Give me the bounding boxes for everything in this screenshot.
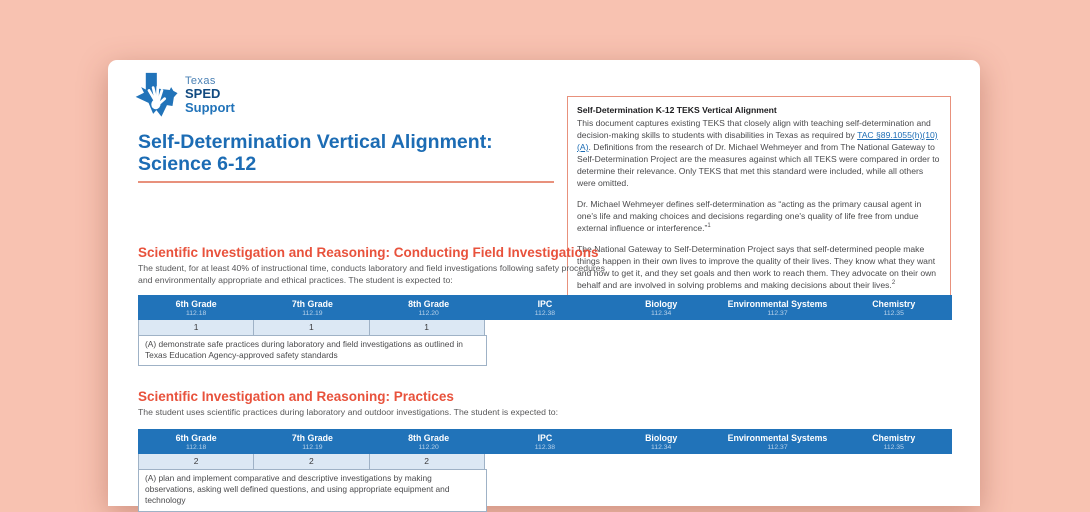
standard-number-cell: 1 <box>253 320 369 336</box>
texas-sped-support-logo <box>132 72 235 118</box>
info-p2-text: Dr. Michael Wehmeyer defines self-determination as “acting as the primary causal agent in one's life and making choices and decisions regarding one's quality of life free from undue external influence or interference.” <box>577 199 921 233</box>
title-divider <box>138 181 554 183</box>
column-header-7th-grade: 7th Grade 112.19 <box>254 429 370 454</box>
info-box-heading: Self-Determination K-12 TEKS Vertical Alignment <box>577 104 941 116</box>
standard-number-row <box>138 454 488 470</box>
table-header-row <box>138 429 952 454</box>
teks-alignment-info-box <box>567 96 951 300</box>
info-box-paragraph-1 <box>577 117 941 189</box>
info-p1-text-before-link: This document captures existing TEKS that closely align with teaching self-determination and decision-making skills to students with disabilities in Texas as required by <box>577 118 931 140</box>
logo-wordmark <box>185 76 235 114</box>
info-box-paragraph-2 <box>577 198 941 234</box>
logo-support-label: Support <box>185 101 235 114</box>
column-header-6th-grade: 6th Grade 112.18 <box>138 429 254 454</box>
footnote-1-marker: 1 <box>707 223 710 229</box>
column-header-ipc: IPC 112.38 <box>487 429 603 454</box>
column-header-biology: Biology 112.34 <box>603 429 719 454</box>
page-title-line2: Science 6-12 <box>138 153 493 175</box>
column-header-8th-grade: 8th Grade 112.20 <box>371 295 487 320</box>
column-header-chemistry: Chemistry 112.35 <box>836 429 952 454</box>
column-header-environmental-systems: Environmental Systems 112.37 <box>719 429 835 454</box>
info-p3-text: The National Gateway to Self-Determination Project says that self-determined people make things happen in their own lives to improve the quality of their lives. They know what they want and how to get it, and they set goals and then work to reach them. They advocate on their own behalf and are involved in solving problems and making decisions about their lives. <box>577 244 936 290</box>
column-header-chemistry: Chemistry 112.35 <box>836 295 952 320</box>
column-header-6th-grade: 6th Grade 112.18 <box>138 295 254 320</box>
standard-description-cell: (A) plan and implement comparative and descriptive investigations by making observations, asking well defined questions, and using appropriate equipment and technology <box>138 469 487 512</box>
column-header-environmental-systems: Environmental Systems 112.37 <box>719 295 835 320</box>
logo-sped-label: SPED <box>185 87 235 100</box>
document-page <box>108 60 980 506</box>
footnote-2-marker: 2 <box>892 281 895 287</box>
column-header-biology: Biology 112.34 <box>603 295 719 320</box>
section-heading-practices: Scientific Investigation and Reasoning: Practices <box>138 389 454 404</box>
page-title-line1: Self-Determination Vertical Alignment: <box>138 131 493 153</box>
page-title <box>138 131 493 175</box>
teks-table-field-investigations <box>138 295 952 366</box>
column-header-ipc: IPC 112.38 <box>487 295 603 320</box>
standard-number-row <box>138 320 488 336</box>
standard-description-cell: (A) demonstrate safe practices during laboratory and field investigations as outlined in Texas Education Agency-approved safety standards <box>138 335 487 366</box>
logo-texas-label: Texas <box>185 76 235 87</box>
standard-number-cell: 1 <box>369 320 485 336</box>
texas-state-hand-icon <box>132 72 178 118</box>
standard-number-cell: 1 <box>138 320 254 336</box>
column-header-7th-grade: 7th Grade 112.19 <box>254 295 370 320</box>
standard-number-cell: 2 <box>253 454 369 470</box>
tac-regulation-link[interactable]: TAC §89.1055(h)(10)(A) <box>577 130 938 152</box>
section-intro-field-investigations: The student, for at least 40% of instructional time, conducts laboratory and field investigations following safety procedures and environmentally appropriate and ethical practices. The student is expected to: <box>138 263 610 286</box>
standard-number-cell: 2 <box>138 454 254 470</box>
section-heading-field-investigations: Scientific Investigation and Reasoning: Conducting Field Investigations <box>138 245 599 260</box>
section-intro-practices: The student uses scientific practices during laboratory and outdoor investigations. The student is expected to: <box>138 407 610 419</box>
column-header-8th-grade: 8th Grade 112.20 <box>371 429 487 454</box>
teks-table-practices <box>138 429 952 512</box>
standard-number-cell: 2 <box>369 454 485 470</box>
info-box-paragraph-3 <box>577 243 941 291</box>
table-header-row <box>138 295 952 320</box>
info-p1-text-after-link: . Definitions from the research of Dr. Michael Wehmeyer and from The National Gateway to Self-Determination Project are the measures against which all TEKS were compared in order to determine their relevance. Only TEKS that met this standard were included, while all others were omitted. <box>577 142 939 188</box>
